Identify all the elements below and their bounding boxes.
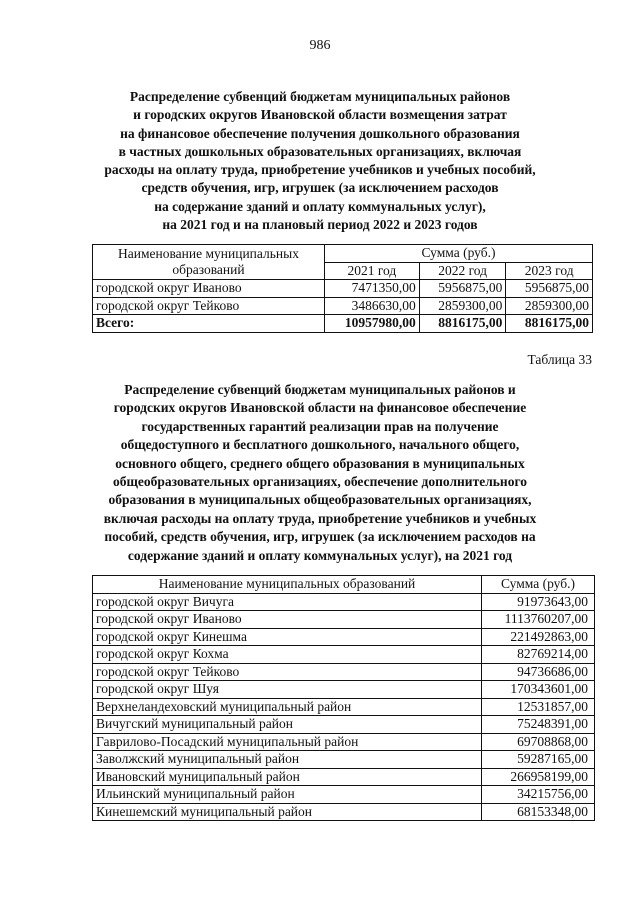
row-sum: 59287165,00: [482, 751, 595, 769]
title-line: Распределение субвенций бюджетам муниципальных районов и: [124, 382, 516, 397]
title-line: общедоступного и бесплатного дошкольного, начального общего,: [120, 437, 520, 453]
row-name: городской округ Тейково: [93, 663, 482, 681]
title-line: городских округов Ивановской области на финансовое обеспечение: [113, 400, 527, 416]
row-name: городской округ Вичуга: [93, 593, 482, 611]
row-name: Кинешемский муниципальный район: [93, 803, 482, 821]
row-name: городской округ Тейково: [93, 297, 325, 315]
title-line: государственных гарантий реализации прав на получение: [141, 418, 499, 434]
subvention-table-2021: [92, 575, 595, 821]
title-line: общеобразовательных организациях, обеспечение дополнительного: [112, 474, 527, 490]
row-sum: 91973643,00: [482, 593, 595, 611]
table-row: [93, 280, 593, 298]
row-name: городской округ Иваново: [93, 280, 325, 298]
table-row: [93, 786, 595, 804]
table-row: [93, 698, 595, 716]
header-name-line2: образований: [172, 262, 245, 277]
table-row: [93, 628, 595, 646]
header-year-2021: 2021 год: [325, 262, 420, 280]
title-line: образования в муниципальных общеобразовательных организациях,: [108, 492, 532, 508]
table-row: [93, 803, 595, 821]
row-sum: 69708868,00: [482, 733, 595, 751]
header-year-2023: 2023 год: [506, 262, 593, 280]
row-sum: 82769214,00: [482, 646, 595, 664]
table-row: [93, 593, 595, 611]
row-name: городской округ Иваново: [93, 611, 482, 629]
title-line: на 2021 год и на плановый период 2022 и 2023 годов: [162, 217, 478, 233]
row-value-2023: 5956875,00: [506, 280, 593, 298]
section2-title: [76, 381, 564, 565]
total-2021: 10957980,00: [325, 315, 420, 333]
title-line: содержание зданий и оплату коммунальных услуг), на 2021 год: [127, 547, 513, 563]
table-body: [93, 593, 595, 821]
row-sum: 266958199,00: [482, 768, 595, 786]
title-line: в частных дошкольных образовательных организациях, включая: [118, 143, 522, 159]
row-sum: 34215756,00: [482, 786, 595, 804]
table-total-row: [93, 315, 593, 333]
row-name: Ильинский муниципальный район: [93, 786, 482, 804]
row-value-2022: 5956875,00: [419, 280, 506, 298]
subvention-table-2021-2023: [92, 244, 593, 333]
row-sum: 94736686,00: [482, 663, 595, 681]
row-name: Заволжский муниципальный район: [93, 751, 482, 769]
row-name: Вичугский муниципальный район: [93, 716, 482, 734]
table-row: [93, 611, 595, 629]
row-sum: 1113760207,00: [482, 611, 595, 629]
title-line: пособий, средств обучения, игр, игрушек (за исключением расходов на: [104, 529, 536, 545]
title-line: расходы на оплату труда, приобретение учебников и учебных пособий,: [104, 162, 536, 178]
header-name-line1: Наименование муниципальных: [118, 245, 299, 261]
row-value-2021: 7471350,00: [325, 280, 420, 298]
total-2022: 8816175,00: [419, 315, 506, 333]
table-row: [93, 768, 595, 786]
row-name: Гаврилово-Посадский муниципальный район: [93, 733, 482, 751]
table-row: [93, 716, 595, 734]
row-value-2023: 2859300,00: [506, 297, 593, 315]
header-sum: Сумма (руб.): [482, 576, 595, 594]
title-line: включая расходы на оплату труда, приобретение учебников и учебных: [103, 510, 537, 526]
header-name: [93, 245, 325, 280]
page-number: 986: [309, 38, 331, 53]
row-name: Ивановский муниципальный район: [93, 768, 482, 786]
row-sum: 221492863,00: [482, 628, 595, 646]
table-row: [93, 646, 595, 664]
section1-title: [80, 88, 560, 234]
header-name: Наименование муниципальных образований: [93, 576, 482, 594]
row-name: Верхнеландеховский муниципальный район: [93, 698, 482, 716]
row-sum: 75248391,00: [482, 716, 595, 734]
table-row: [93, 297, 593, 315]
title-line: и городских округов Ивановской области возмещения затрат: [133, 107, 507, 123]
table-header-row: [93, 245, 593, 263]
title-line: средств обучения, игр, игрушек (за исключением расходов: [141, 180, 499, 196]
row-name: городской округ Кохма: [93, 646, 482, 664]
title-line: Распределение субвенций бюджетам муниципальных районов: [129, 89, 511, 104]
total-label: Всего:: [93, 315, 325, 333]
title-line: на содержание зданий и оплату коммунальных услуг),: [154, 198, 486, 214]
table-row: [93, 751, 595, 769]
table-label: Таблица 33: [527, 352, 592, 367]
row-sum: 68153348,00: [482, 803, 595, 821]
title-line: на финансовое обеспечение получения дошкольного образования: [120, 125, 520, 141]
row-value-2022: 2859300,00: [419, 297, 506, 315]
title-line: основного общего, среднего общего образования в муниципальных: [115, 455, 525, 471]
row-value-2021: 3486630,00: [325, 297, 420, 315]
row-sum: 170343601,00: [482, 681, 595, 699]
row-sum: 12531857,00: [482, 698, 595, 716]
header-year-2022: 2022 год: [419, 262, 506, 280]
header-sum: Сумма (руб.): [325, 245, 593, 263]
table-row: [93, 733, 595, 751]
table-row: [93, 681, 595, 699]
table-row: [93, 663, 595, 681]
total-2023: 8816175,00: [506, 315, 593, 333]
row-name: городской округ Кинешма: [93, 628, 482, 646]
row-name: городской округ Шуя: [93, 681, 482, 699]
table-header-row: [93, 576, 595, 594]
